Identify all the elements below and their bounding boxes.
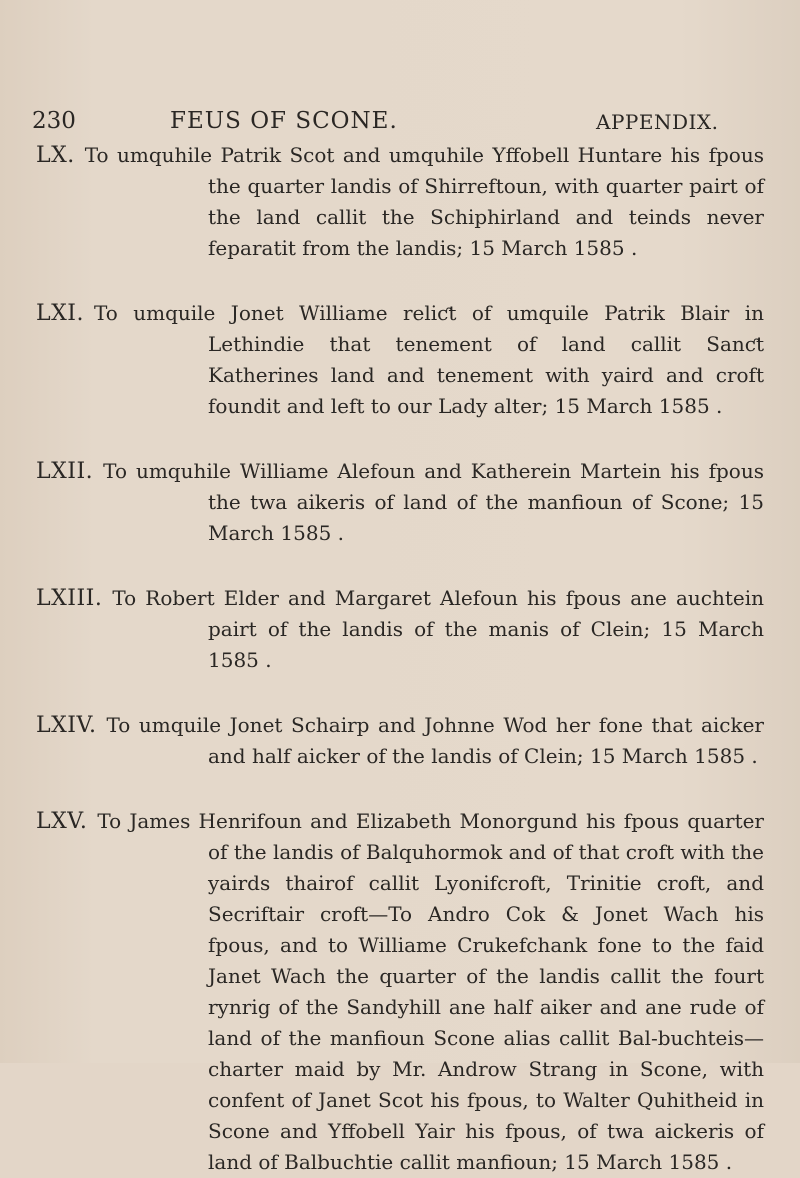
entry-text: To umquhile Patrik Scot and umquhile Yffobell Huntare his fpous the quarter landis of Shirreftoun, with quarter pairt of the land callit the Schiphirland and teinds never feparatit from the landis; 15 March 1585 . xyxy=(84,143,764,260)
entry-list xyxy=(0,140,800,1178)
entry-lxv xyxy=(0,806,800,1178)
entry-number: LXV. xyxy=(36,809,88,834)
entry-number: LXI. xyxy=(36,301,84,326)
section-title: APPENDIX. xyxy=(596,110,719,134)
entry-number: LXIII. xyxy=(36,586,103,611)
entry-text: To umquile Jonet Williame reliƈt of umquile Patrik Blair in Lethindie that tenement of land callit Sanƈt Katherines land and tenement with yaird and croft foundit and left to our Lady alter; 15 March 1585 . xyxy=(93,301,764,418)
entry-text: To Robert Elder and Margaret Alefoun his fpous ane auchtein pairt of the landis of the manis of Clein; 15 March 1585 . xyxy=(112,586,764,672)
entry-text: To James Henrifoun and Elizabeth Monorgund his fpous quarter of the landis of Balquhormok and of that croft with the yairds thairof callit Lyonifcroft, Trinitie croft, and Secriftair croft—To Andro Cok & Jonet Wach his fpous, and to Williame Crukefchank fone to the faid Janet Wach the quarter of the landis callit the fourt rynrig of the Sandyhill ane half aiker and ane rude of land of the manfioun Scone alias callit Bal-buchteis—charter maid by Mr. Androw Strang in Scone, with confent of Janet Scot his fpous, to Walter Quhitheid in Scone and Yffobell Yair his fpous, of twa aickeris of land of Balbuchtie callit manfioun; 15 March 1585 . xyxy=(97,809,764,1174)
entry-lxiv xyxy=(0,710,800,772)
entry-lx xyxy=(0,140,800,264)
entry-text: To umquhile Williame Alefoun and Katherein Martein his fpous the twa aikeris of land of the manfioun of Scone; 15 March 1585 . xyxy=(103,459,764,545)
entry-lxiii xyxy=(0,583,800,676)
entry-number: LXII. xyxy=(36,459,94,484)
entry-number: LX. xyxy=(36,143,75,168)
running-head xyxy=(0,108,800,138)
entry-lxii xyxy=(0,456,800,549)
entry-text: To umquile Jonet Schairp and Johnne Wod her fone that aicker and half aicker of the landis of Clein; 15 March 1585 . xyxy=(106,713,764,768)
entry-lxi xyxy=(0,298,800,422)
running-title: FEUS OF SCONE. xyxy=(170,108,398,134)
page-number: 230 xyxy=(32,108,76,134)
entry-number: LXIV. xyxy=(36,713,97,738)
